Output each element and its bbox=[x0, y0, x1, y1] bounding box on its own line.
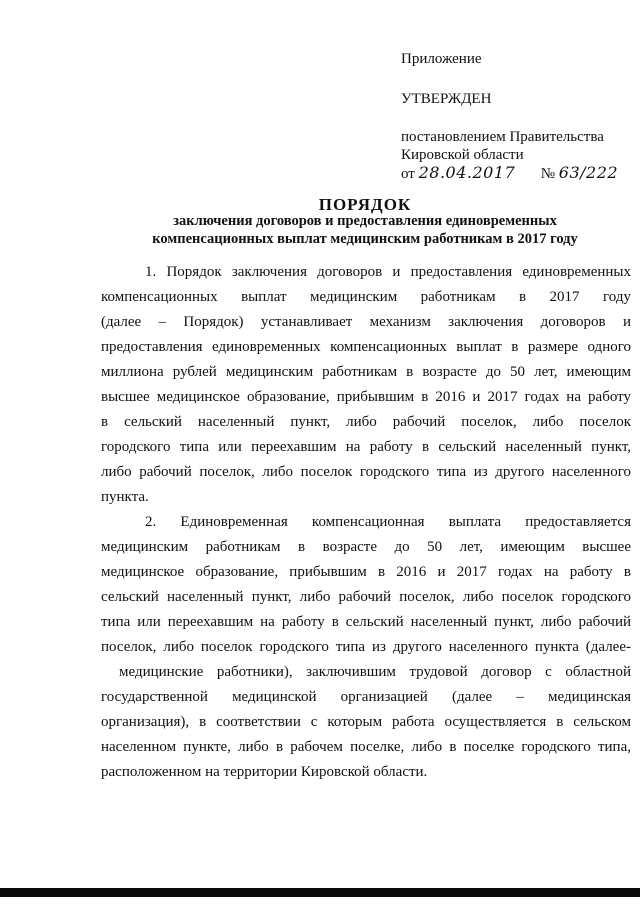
appendix-label: Приложение bbox=[401, 51, 482, 67]
body-line: либо рабочий поселок, либо поселок городского типа из другого населенного bbox=[101, 464, 631, 480]
body-line: 2. Единовременная компенсационная выплата предоставляется bbox=[145, 514, 631, 530]
decree-date-line bbox=[401, 164, 631, 183]
approval-block bbox=[401, 50, 631, 183]
body-line: государственной медицинской организацией (далее – медицинская bbox=[101, 689, 631, 705]
body-line: городского типа или переехавшим на работу в сельский населенный пункт, bbox=[101, 439, 631, 455]
body-line: организация), в соответствии с которым работа осуществляется в сельском bbox=[101, 714, 631, 730]
number-sign: № bbox=[540, 166, 556, 182]
body-line: пункта. bbox=[101, 489, 149, 505]
body-line: медицинское образование, прибывшим в 2016 и 2017 годах на работу в bbox=[101, 564, 631, 580]
decree-date: 28.04.2017 bbox=[418, 163, 516, 182]
date-prefix: от bbox=[401, 166, 415, 182]
approved-label: УТВЕРЖДЕН bbox=[401, 91, 492, 107]
body-line: типа или переехавшим на работу в сельский населенный пункт, либо рабочий bbox=[101, 614, 631, 630]
body-line: миллиона рублей медицинским работникам в возрасте до 50 лет, имеющим bbox=[101, 364, 631, 380]
body-line: населенном пункте, либо в рабочем поселке, либо в поселке городского типа, bbox=[101, 739, 631, 755]
decree-line-2: Кировской области bbox=[401, 147, 524, 163]
scan-edge-bar bbox=[0, 888, 640, 897]
decree-number: 63/222 bbox=[558, 163, 619, 182]
document-title: ПОРЯДОК bbox=[318, 195, 412, 214]
document-body bbox=[101, 260, 631, 785]
body-line: расположенном на территории Кировской области. bbox=[101, 764, 428, 780]
body-line: высшее медицинское образование, прибывшим в 2016 и 2017 годах на работу bbox=[101, 389, 631, 405]
body-line: поселок, либо поселок городского типа из другого населенного пункта (далее- bbox=[101, 639, 631, 655]
body-line: сельский населенный пункт, либо рабочий поселок, либо поселок городского bbox=[101, 589, 631, 605]
body-line: компенсационных выплат медицинским работникам в 2017 году bbox=[101, 289, 631, 305]
body-line: (далее – Порядок) устанавливает механизм заключения договоров и bbox=[101, 314, 631, 330]
body-line: в сельский населенный пункт, либо рабочий поселок, либо поселок bbox=[101, 414, 631, 430]
body-line: медицинским работникам в возрасте до 50 лет, имеющим высшее bbox=[101, 539, 631, 555]
decree-line-1: постановлением Правительства bbox=[401, 129, 604, 145]
body-line: предоставления единовременных компенсационных выплат в размере одного bbox=[101, 339, 631, 355]
document-subtitle-line-2: компенсационных выплат медицинским работникам в 2017 году bbox=[152, 231, 578, 247]
body-line: медицинские работники), заключившим трудовой договор с областной bbox=[119, 664, 631, 680]
document-subtitle-line-1: заключения договоров и предоставления единовременных bbox=[173, 213, 557, 229]
body-line: 1. Порядок заключения договоров и предоставления единовременных bbox=[145, 264, 631, 280]
